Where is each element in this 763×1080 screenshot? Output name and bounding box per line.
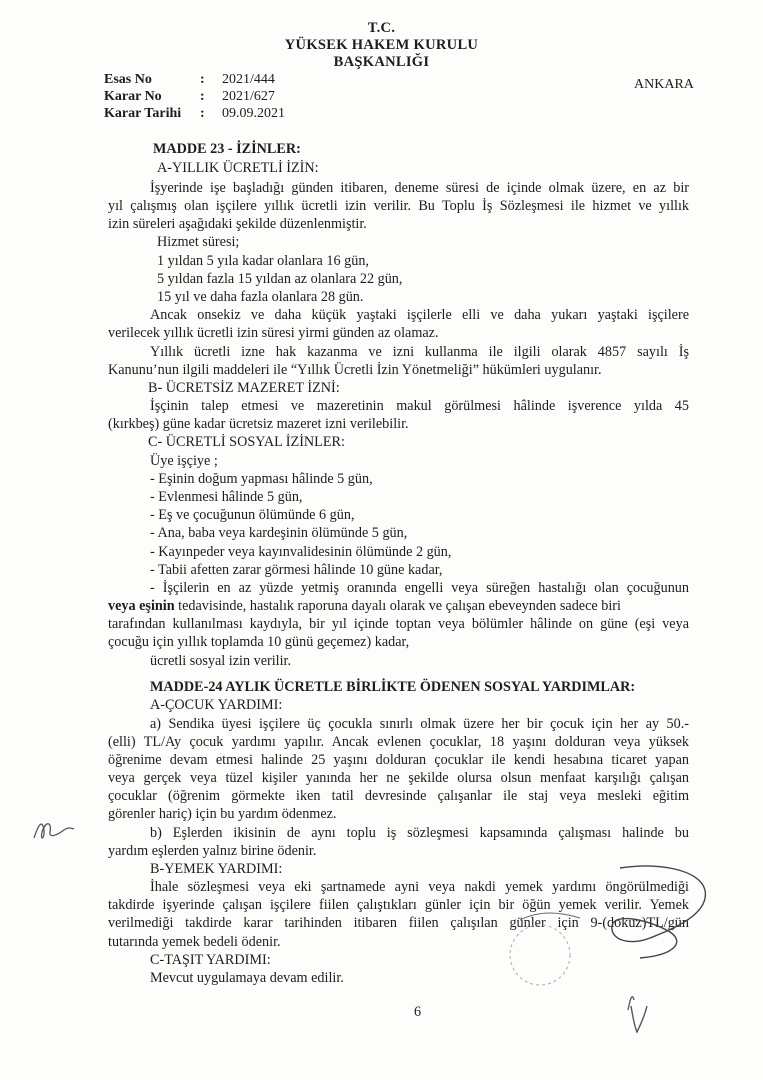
list-item: - Eş ve çocuğunun ölümünde 6 gün, (150, 507, 355, 523)
text-line: yıl çalışmış olan işçilere yıllık ücretli izin verilir. Bu Toplu İş Sözleşmesi ile hizmet ve yıllık (108, 198, 689, 214)
text-line: tutarında yemek bedeli ödenir. (108, 934, 281, 950)
text-line: İhale sözleşmesi veya eki şartnamede ayni veya nakdi yemek yardımı öngörülmediği (150, 879, 689, 895)
text-line: yardım eşlerden yalnız birine ödenir. (108, 843, 317, 859)
text-line: İşçinin talep etmesi ve mazeretinin makul görülmesi hâlinde işverence yılda 45 (150, 398, 689, 414)
header-department: BAŞKANLIĞI (333, 54, 430, 70)
initials-signature (28, 808, 78, 848)
header-city: ANKARA (634, 77, 694, 92)
section-meal-allowance: B-YEMEK YARDIMI: (150, 861, 283, 877)
text-line: ücretli sosyal izin verilir. (150, 653, 292, 669)
section-unpaid-leave: B- ÜCRETSİZ MAZERET İZNİ: (148, 380, 340, 396)
list-item: - Tabii afetten zarar görmesi hâlinde 10 güne kadar, (150, 562, 443, 578)
text-line: (kırkbeş) güne kadar ücretsiz mazeret izni verilebilir. (108, 416, 409, 432)
list-item: - Ana, baba veya kardeşinin ölümünde 5 gün, (150, 525, 408, 541)
margin-mark (625, 1000, 655, 1040)
text-line: öğrenime devam etmesi halinde 25 yaşını dolduran çocuklar ile kendi hesabına ticaret yapan (108, 752, 689, 768)
text-line: Ancak onsekiz ve daha küçük yaştaki işçilerle elli ve daha yukarı yaştaki işçilere (150, 307, 689, 323)
esas-value: 2021/444 (222, 72, 275, 87)
text-line: tarafından kullanılması kaydıyla, bir yıl içinde toptan veya bölümler hâlinde on güne (eşi veya (108, 616, 689, 632)
text-emphasis: veya eşinin (108, 598, 175, 614)
section-annual-leave: A-YILLIK ÜCRETLİ İZİN: (157, 160, 319, 176)
list-item: 15 yıl ve daha fazla olanlara 28 gün. (157, 289, 364, 305)
text-line: verilmediği takdirde karar tarihinden itibaren fiilen çalışılan günler için 9-(dokuz)TL/gün (108, 915, 689, 931)
esas-label: Esas No (104, 72, 152, 87)
text-line: b) Eşlerden ikisinin de aynı toplu iş sözleşmesi kapsamında çalışması halinde bu (150, 825, 689, 841)
tarih-sep: : (200, 106, 205, 121)
text-line (108, 598, 689, 615)
list-item: - Kayınpeder veya kayınvalidesinin ölümünde 2 gün, (150, 544, 452, 560)
text-line: görenler hariç) için bu yardım ödenmez. (108, 806, 337, 822)
text-line: Üye işçiye ; (150, 453, 218, 469)
header-tc: T.C. (367, 20, 396, 36)
list-item: 5 yıldan fazla 15 yıldan az olanlara 22 gün, (157, 271, 403, 287)
list-item: 1 yıldan 5 yıla kadar olanlara 16 gün, (157, 253, 369, 269)
article-24-title: MADDE-24 AYLIK ÜCRETLE BİRLİKTE ÖDENEN SOSYAL YARDIMLAR: (150, 679, 636, 695)
list-item: - Eşinin doğum yapması hâlinde 5 gün, (150, 471, 373, 487)
text-line: Kanunu’nun ilgili maddeleri ile “Yıllık Ücretli İzin Yönetmeliği” hükümleri uygulanır. (108, 362, 602, 378)
header-institution: YÜKSEK HAKEM KURULU (284, 37, 479, 53)
text-line: çocuklar (öğrenim görmekte iken tatil devresinde çalışanlar ile staj veya mesleki eğitim (108, 788, 689, 804)
section-transport-allowance: C-TAŞIT YARDIMI: (150, 952, 271, 968)
article-23-title: MADDE 23 - İZİNLER: (153, 141, 301, 157)
text-line: verilecek yıllık ücretli izin süresi yirmi günden az olamaz. (108, 325, 439, 341)
text-line: (elli) TL/Ay çocuk yardımı yapılır. Ancak evlenen çocuklar, 18 yaşını dolduran veya yüksek (108, 734, 689, 750)
page-number: 6 (414, 1004, 422, 1020)
tarih-label: Karar Tarihi (104, 106, 182, 121)
karar-sep: : (200, 89, 205, 104)
list-item: - Evlenmesi hâlinde 5 gün, (150, 489, 303, 505)
text-line: Yıllık ücretli izne hak kazanma ve izni kullanma ile ilgili olarak 4857 sayılı İş (150, 344, 689, 360)
list-item: - İşçilerin en az yüzde yetmiş oranında engelli veya süreğen hastalığı olan çocuğunun (150, 580, 689, 596)
karar-label: Karar No (104, 89, 162, 104)
text-line: İşyerinde işe başladığı günden itibaren, deneme süresi de içinde olmak üzere, en az bir (150, 180, 689, 196)
text-line: takdirde işyerinde çalışan işçilere fiilen çalıştıkları günler için bir öğün yemek verilir. Yemek (108, 897, 689, 913)
text-span: tedavisinde, hastalık raporuna dayalı olarak ve çalışan ebeveynden sadece biri (174, 598, 621, 614)
text-line: Mevcut uygulamaya devam edilir. (150, 970, 344, 986)
karar-value: 2021/627 (222, 89, 275, 104)
text-line: a) Sendika üyesi işçilere üç çocukla sınırlı olmak üzere her bir çocuk için her ay 50.- (150, 716, 689, 732)
text-line: izin süreleri aşağıdaki şekilde düzenlenmiştir. (108, 216, 367, 232)
text-line: Hizmet süresi; (157, 234, 240, 250)
text-line: veya gerçek veya tüzel kişiler yanında her ne şekilde olursa olsun menfaat karşılığı çalışan (108, 770, 689, 786)
tarih-value: 09.09.2021 (222, 106, 285, 121)
section-social-leave: C- ÜCRETLİ SOSYAL İZİNLER: (148, 434, 345, 450)
esas-sep: : (200, 72, 205, 87)
signature-scribble (500, 860, 720, 1010)
text-line: çocuğu için yıllık toplamda 10 günü geçemez) kadar, (108, 634, 410, 650)
section-child-allowance: A-ÇOCUK YARDIMI: (150, 697, 283, 713)
